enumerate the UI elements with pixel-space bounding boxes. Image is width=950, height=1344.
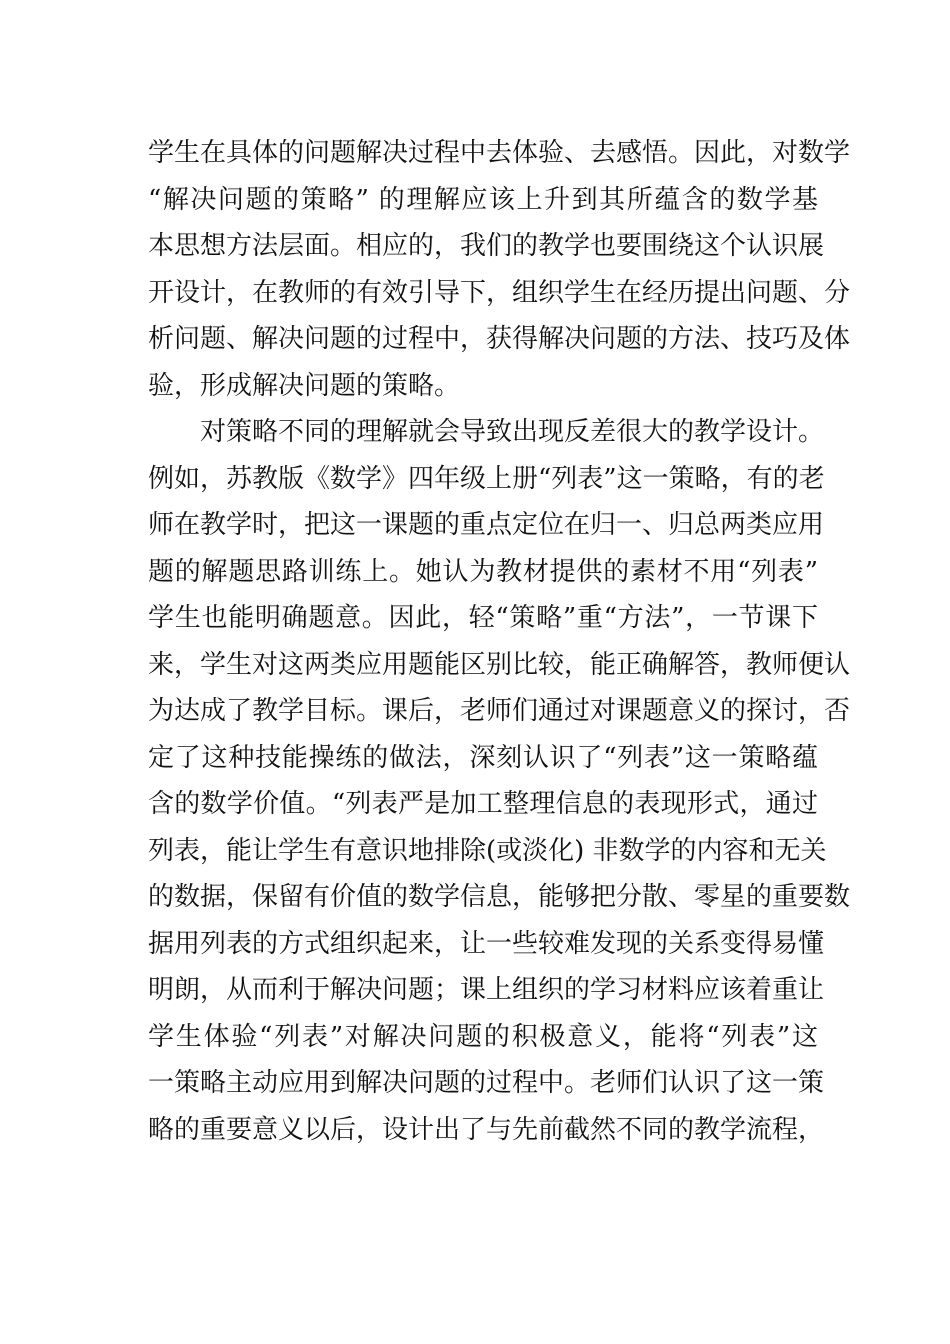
text-line: 师在教学时，把这一课题的重点定位在归一、归总两类应用 xyxy=(148,510,825,540)
text-line: 列表，能让学生有意识地排除(或淡化) 非数学的内容和无关 xyxy=(148,835,827,866)
text-line: 学生在具体的问题解决过程中去体验、去感悟。因此，对数学 xyxy=(148,138,851,168)
text-line: 验，形成解决问题的策略。 xyxy=(148,370,461,401)
text-line: 含的数学价值。“列表严是加工整理信息的表现形式，通过 xyxy=(148,789,818,819)
document-body xyxy=(148,130,851,1153)
text-line: 开设计，在教师的有效引导下，组织学生在经历提出问题、分 xyxy=(148,277,851,308)
text-line: “解决问题的策略” 的理解应该上升到其所蕴含的数学基 xyxy=(148,184,818,215)
text-line: 定了这种技能操练的做法，深刻认识了“列表”这一策略蕴 xyxy=(148,742,818,773)
text-line: 本思想方法层面。相应的，我们的教学也要围绕这个认识展 xyxy=(148,231,825,261)
paragraph-start-line: 对策略不同的理解就会导致出现反差很大的教学设计。 xyxy=(200,417,825,447)
text-line: 略的重要意义以后，设计出了与先前截然不同的教学流程， xyxy=(148,1114,825,1145)
text-line: 学生体验“列表”对解决问题的积极意义，能将“列表”这 xyxy=(148,1021,818,1052)
text-line: 例如，苏教版《数学》四年级上册“列表”这一策略，有的老 xyxy=(148,463,825,494)
text-line: 据用列表的方式组织起来，让一些较难发现的关系变得易懂 xyxy=(148,928,825,959)
text-line: 学生也能明确题意。因此，轻“策略”重“方法”，一节课下 xyxy=(148,603,818,633)
text-line: 来，学生对这两类应用题能区别比较，能正确解答，教师便认 xyxy=(148,649,851,680)
text-line: 题的解题思路训练上。她认为教材提供的素材不用“列表” xyxy=(148,556,818,587)
text-line: 析问题、解决问题的过程中，获得解决问题的方法、技巧及体 xyxy=(148,324,851,354)
text-line: 的数据，保留有价值的数学信息，能够把分散、零星的重要数 xyxy=(148,882,851,912)
text-line: 为达成了教学目标。课后，老师们通过对课题意义的探讨，否 xyxy=(148,696,851,726)
text-line: 明朗，从而利于解决问题；课上组织的学习材料应该着重让 xyxy=(148,975,825,1005)
text-line: 一策略主动应用到解决问题的过程中。老师们认识了这一策 xyxy=(148,1068,825,1098)
